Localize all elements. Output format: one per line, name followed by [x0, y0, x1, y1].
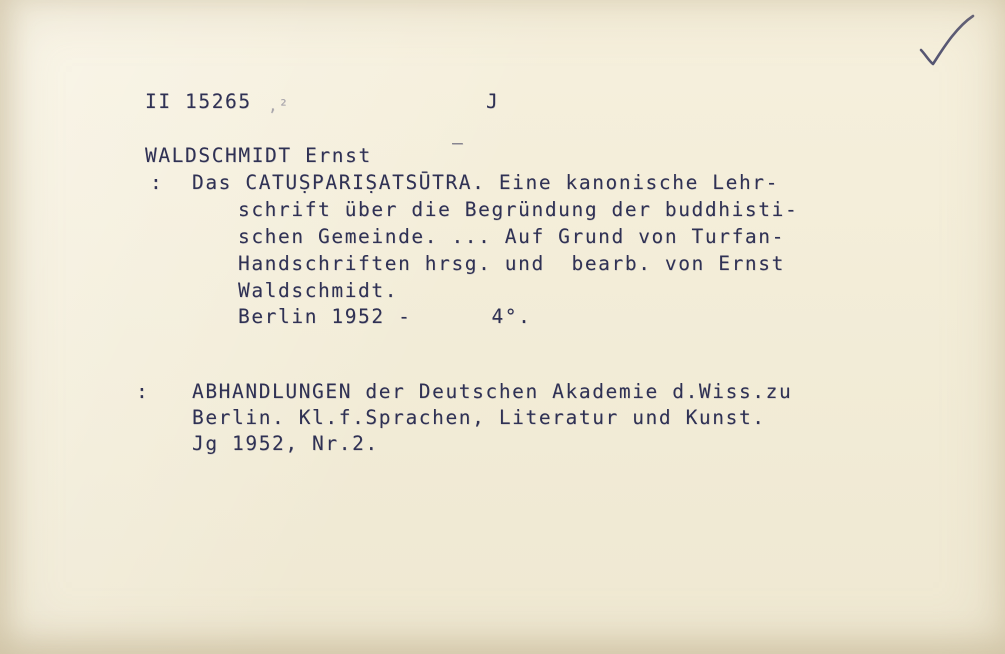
shelfmark-smudge: ‚²: [268, 96, 290, 115]
title-line: Handschriften hrsg. und bearb. von Ernst: [238, 252, 785, 275]
title-line: schen Gemeinde. ... Auf Grund von Turfan-: [238, 225, 785, 248]
imprint-line: Berlin 1952 - 4°.: [238, 305, 532, 328]
entry-marker-series: :: [136, 380, 150, 403]
title-line: Das CATUṢPARIṢATSŪTRA. Eine kanonische Lehr-: [192, 171, 779, 194]
title-line: Waldschmidt.: [238, 279, 399, 302]
title-line: schrift über die Begründung der buddhisti-: [238, 198, 799, 221]
class-letter: J: [486, 90, 500, 113]
entry-marker-title: :: [150, 171, 164, 194]
series-line: ABHANDLUNGEN der Deutschen Akademie d.Wiss.zu: [192, 380, 793, 403]
shelfmark: II 15265: [145, 90, 252, 113]
author-heading: WALDSCHMIDT Ernst: [145, 144, 372, 167]
series-line: Berlin. Kl.f.Sprachen, Literatur und Kunst.: [192, 406, 766, 429]
macron-mark: ‾: [452, 141, 463, 162]
series-line: Jg 1952, Nr.2.: [192, 432, 379, 455]
check-mark-icon: [917, 14, 981, 70]
